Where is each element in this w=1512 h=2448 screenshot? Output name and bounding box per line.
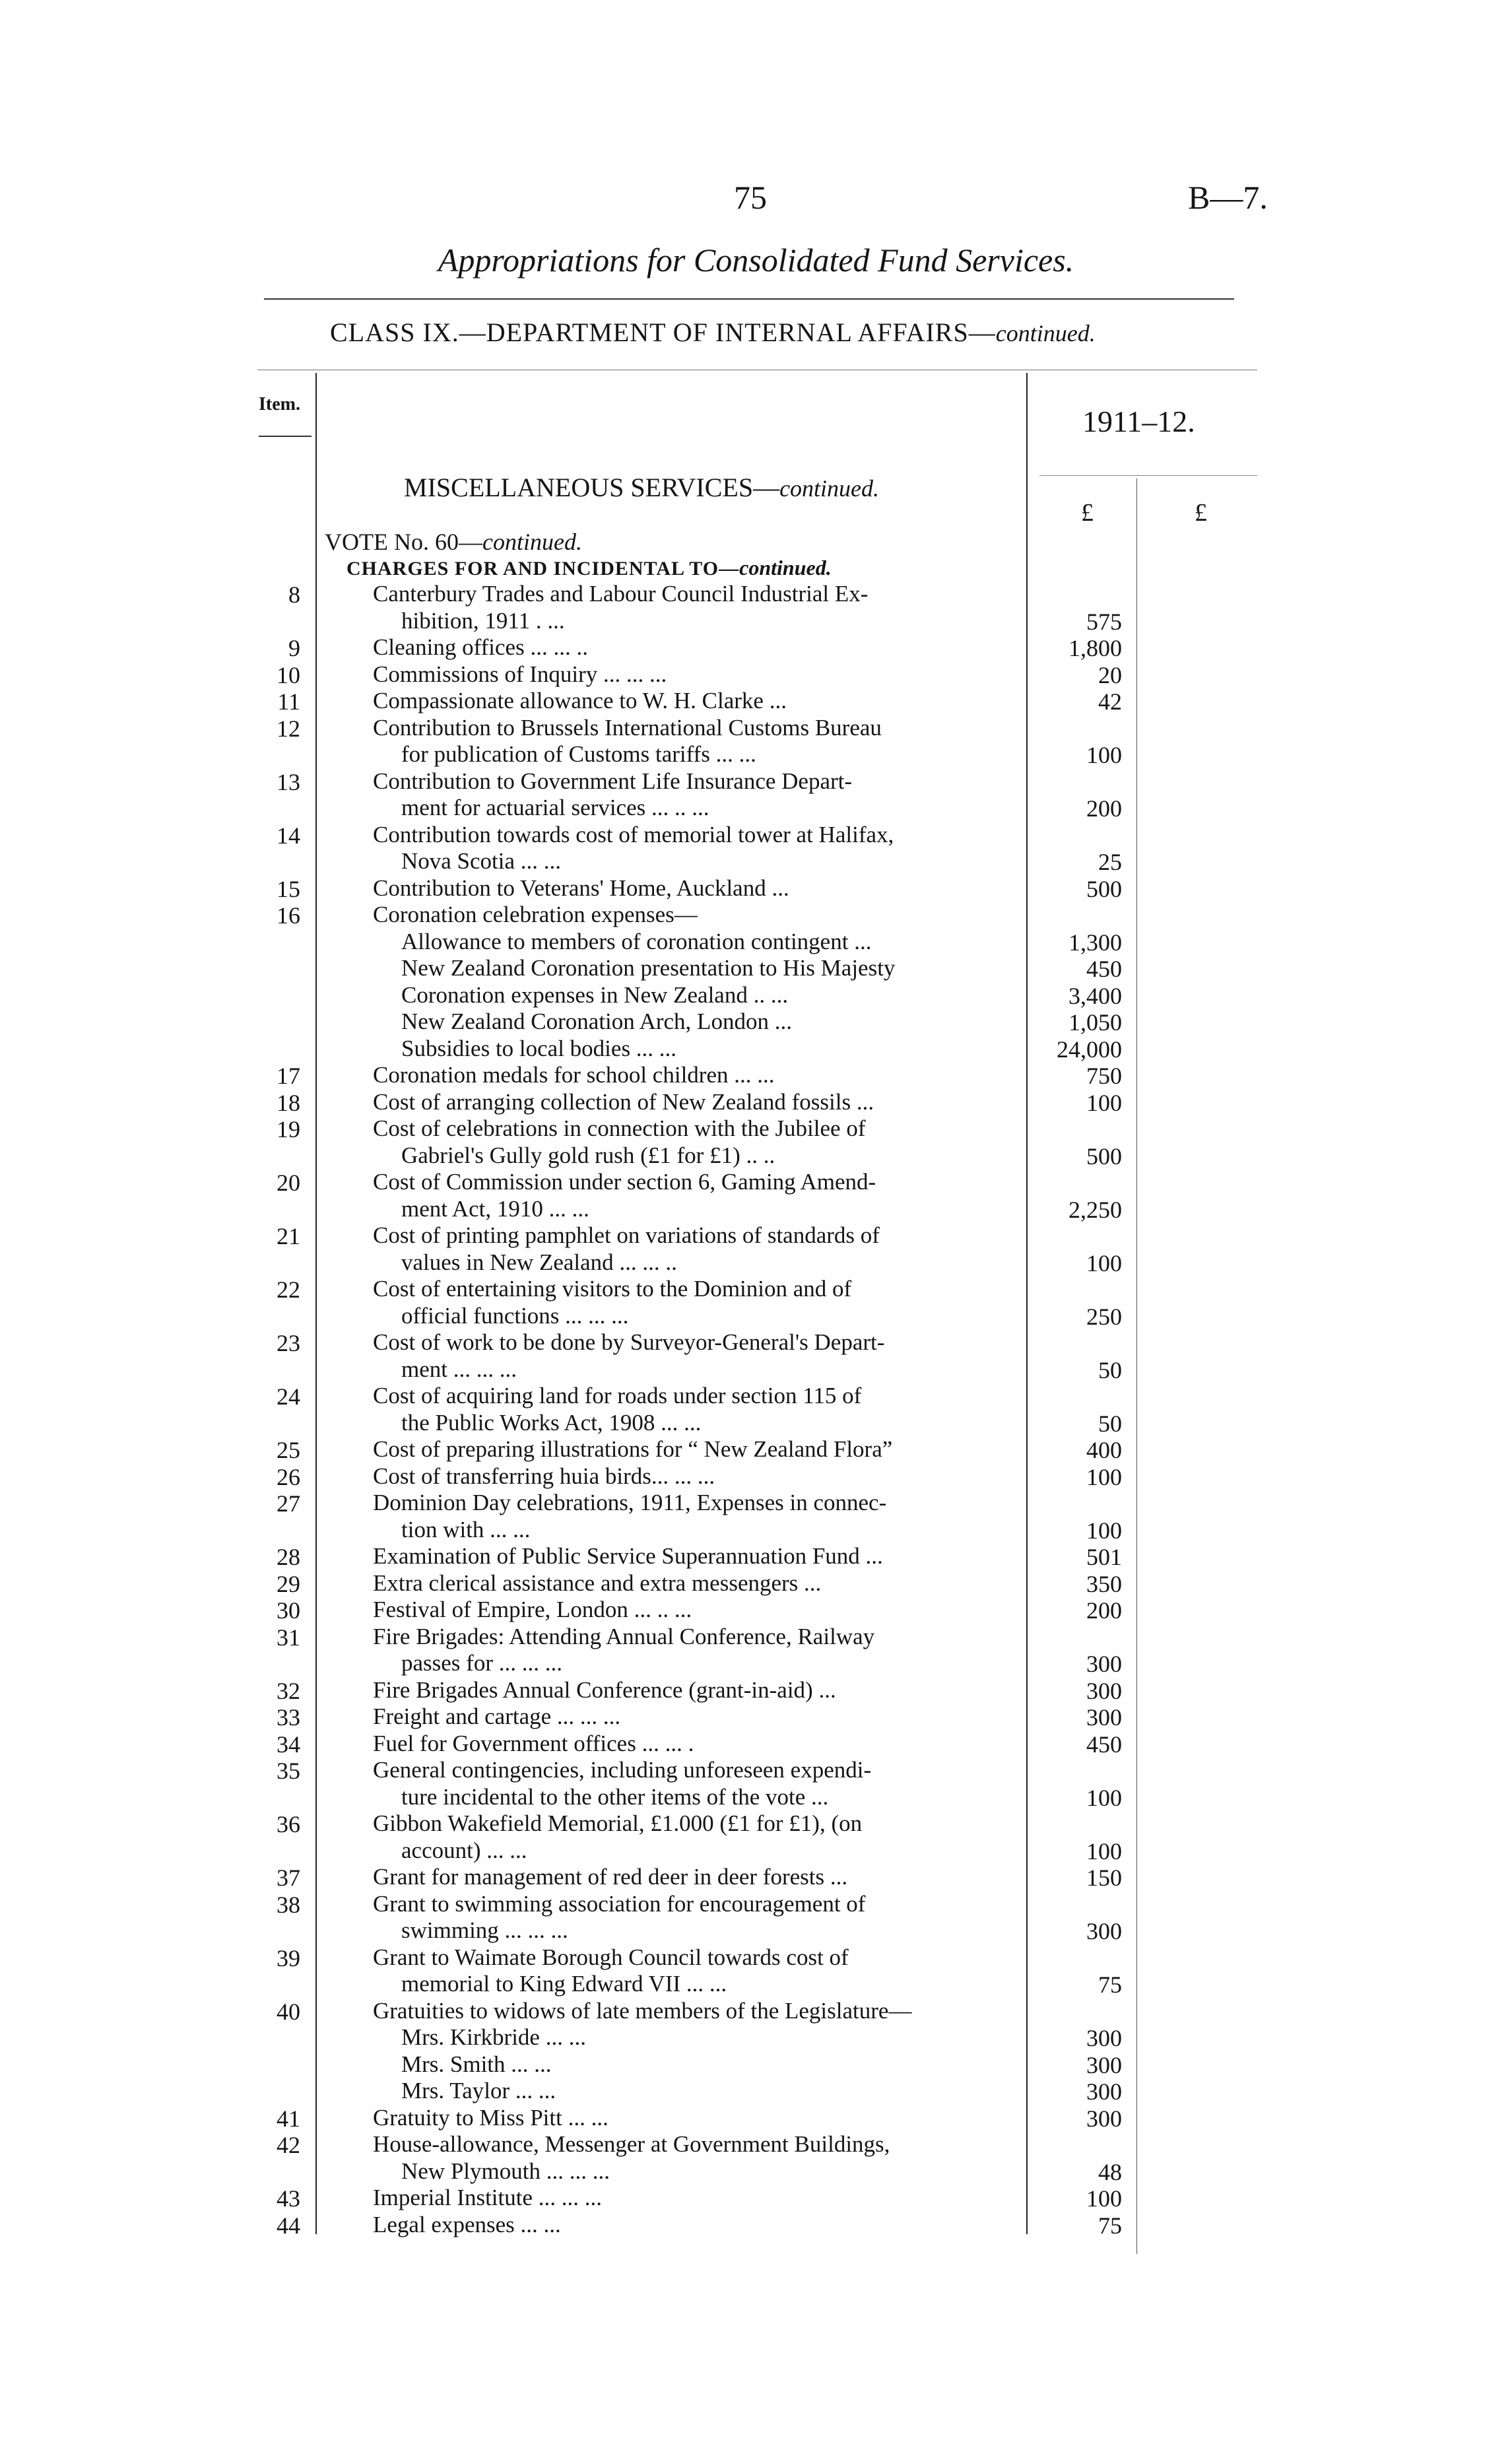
item-description: Canterbury Trades and Labour Council Industrial Ex-	[373, 581, 869, 607]
item-description: Cost of transferring huia birds... ... ...	[373, 1463, 715, 1489]
item-description: Freight and cartage ... ... ...	[373, 1704, 621, 1729]
item-amount: 50	[1098, 1410, 1122, 1437]
item-description: Cost of celebrations in connection with the Jubilee of	[373, 1115, 866, 1141]
item-amount: 1,300	[1068, 929, 1122, 956]
item-number: 17	[277, 1063, 300, 1089]
item-description: Contribution to Veterans' Home, Auckland ...	[373, 875, 789, 901]
item-number: 23	[277, 1330, 300, 1356]
item-description: Gratuity to Miss Pitt ... ...	[373, 2104, 608, 2131]
item-description: Mrs. Kirkbride ... ...	[401, 2024, 586, 2050]
item-description: Mrs. Smith ... ...	[401, 2051, 552, 2077]
item-description: Cost of printing pamphlet on variations of standards of	[373, 1222, 880, 1248]
item-number: 38	[277, 1891, 300, 1918]
item-description: hibition, 1911 . ...	[401, 607, 565, 634]
item-description: Coronation medals for school children ... ...	[373, 1062, 775, 1088]
item-description: Gratuities to widows of late members of the Legislature—	[373, 1997, 912, 2024]
item-description: values in New Zealand ... ... ..	[401, 1249, 677, 1275]
item-number: 31	[277, 1624, 300, 1651]
year-column-header: 1911–12.	[1082, 405, 1195, 438]
item-amount: 100	[1086, 1089, 1122, 1116]
item-description: Subsidies to local bodies ... ...	[401, 1035, 677, 1061]
item-amount: 500	[1086, 1142, 1122, 1170]
item-description: Gibbon Wakefield Memorial, £1.000 (£1 for £1), (on	[373, 1810, 863, 1836]
item-description: ture incidental to the other items of the vote ...	[401, 1783, 829, 1810]
item-amount: 350	[1086, 1570, 1122, 1597]
item-number: 21	[277, 1223, 300, 1249]
class-heading-main: CLASS IX.—DEPARTMENT OF INTERNAL AFFAIRS—	[330, 317, 996, 347]
item-description: Nova Scotia ... ...	[401, 848, 562, 874]
item-description: Commissions of Inquiry ... ... ...	[373, 661, 667, 687]
item-number: 9	[288, 635, 300, 661]
section-heading-main: MISCELLANEOUS SERVICES—	[404, 473, 780, 502]
item-amount: 300	[1086, 2078, 1122, 2105]
item-description: Grant to Waimate Borough Council towards cost of	[373, 1944, 849, 1970]
item-description: Extra clerical assistance and extra messengers ...	[373, 1570, 822, 1596]
item-description: for publication of Customs tariffs ... ...	[401, 741, 756, 767]
item-column-header: Item.	[259, 394, 300, 414]
item-description: Coronation expenses in New Zealand .. ...	[401, 981, 789, 1008]
item-description: tion with ... ...	[401, 1516, 531, 1542]
item-description: swimming ... ... ...	[401, 1917, 568, 1943]
item-amount: 300	[1086, 1704, 1122, 1731]
item-number: 32	[277, 1677, 300, 1704]
item-amount: 150	[1086, 1865, 1122, 1891]
item-amount: 100	[1086, 2185, 1122, 2212]
item-number: 8	[288, 581, 300, 608]
item-amount: 450	[1086, 956, 1122, 982]
item-description: Cleaning offices ... ... ..	[373, 634, 588, 660]
item-amount: 75	[1098, 1971, 1122, 1998]
page-title: Appropriations for Consolidated Fund Services.	[438, 242, 1074, 279]
item-description: Fuel for Government offices ... ... .	[373, 1730, 694, 1756]
item-amount: 400	[1086, 1437, 1122, 1463]
item-description: Legal expenses ... ...	[373, 2211, 561, 2237]
item-description: Cost of arranging collection of New Zealand fossils ...	[373, 1088, 874, 1115]
item-amount: 450	[1086, 1731, 1122, 1758]
item-number: 42	[277, 2132, 300, 2158]
item-amount: 300	[1086, 2051, 1122, 2078]
item-number: 22	[277, 1276, 300, 1303]
item-amount: 20	[1098, 661, 1122, 688]
item-description: Cost of acquiring land for roads under section 115 of	[373, 1383, 862, 1408]
item-number: 33	[277, 1704, 300, 1731]
item-amount: 50	[1098, 1356, 1122, 1383]
item-amount: 250	[1086, 1303, 1122, 1330]
item-description: Gabriel's Gully gold rush (£1 for £1) .. ..	[401, 1142, 775, 1168]
item-amount: 300	[1086, 1918, 1122, 1944]
item-description: House-allowance, Messenger at Government Buildings,	[373, 2131, 890, 2157]
item-number: 19	[277, 1116, 300, 1142]
item-description: Compassionate allowance to W. H. Clarke ...	[373, 688, 787, 713]
item-number: 25	[277, 1437, 300, 1463]
item-description: the Public Works Act, 1908 ... ...	[401, 1409, 702, 1436]
item-number: 41	[277, 2105, 300, 2132]
item-number: 15	[277, 875, 300, 902]
item-amount: 1,050	[1068, 1009, 1122, 1036]
charges-heading-main: CHARGES FOR AND INCIDENTAL TO—	[346, 558, 740, 579]
item-amount: 575	[1086, 608, 1122, 635]
item-number: 18	[277, 1089, 300, 1116]
item-amount: 1,800	[1068, 635, 1122, 661]
item-description: Grant for management of red deer in deer forests ...	[373, 1864, 848, 1890]
class-heading-continued: continued.	[995, 320, 1096, 347]
item-number: 26	[277, 1463, 300, 1490]
item-amount: 2,250	[1068, 1196, 1122, 1223]
section-heading-continued: continued.	[779, 475, 880, 502]
item-number: 20	[277, 1170, 300, 1196]
item-description: Imperial Institute ... ... ...	[373, 2185, 603, 2210]
item-number: 44	[277, 2212, 300, 2239]
item-number: 14	[277, 822, 300, 849]
item-description: Examination of Public Service Superannuation Fund ...	[373, 1543, 883, 1569]
item-amount: 100	[1086, 1249, 1122, 1276]
item-amount: 24,000	[1057, 1036, 1122, 1063]
item-description: ment Act, 1910 ... ...	[401, 1195, 589, 1222]
item-description: official functions ... ... ...	[401, 1302, 629, 1329]
item-amount: 300	[1086, 1677, 1122, 1704]
item-description: General contingencies, including unforeseen expendi-	[373, 1757, 872, 1783]
pound-symbol-detail: £	[1081, 499, 1094, 527]
item-number: 12	[277, 715, 300, 742]
item-description: Cost of work to be done by Surveyor-General's Depart-	[373, 1329, 885, 1355]
item-number: 35	[277, 1758, 300, 1784]
item-amount: 200	[1086, 795, 1122, 822]
item-description: Fire Brigades: Attending Annual Conference, Railway	[373, 1623, 875, 1649]
item-amount: 501	[1086, 1544, 1122, 1570]
item-number: 28	[277, 1544, 300, 1570]
item-number: 10	[277, 661, 300, 688]
item-description: Allowance to members of coronation contingent ...	[401, 928, 872, 954]
item-number: 36	[277, 1811, 300, 1837]
charges-heading-continued: continued.	[739, 556, 832, 579]
item-description: Dominion Day celebrations, 1911, Expenses in connec-	[373, 1490, 887, 1515]
item-number: 43	[277, 2185, 300, 2212]
item-description: Contribution to Brussels International Customs Bureau	[373, 714, 882, 741]
item-number: 30	[277, 1597, 300, 1624]
item-amount: 48	[1098, 2158, 1122, 2185]
item-description: Cost of preparing illustrations for “ New Zealand Flora”	[373, 1436, 893, 1462]
item-amount: 100	[1086, 1784, 1122, 1811]
vote-heading-continued: continued.	[482, 529, 582, 555]
item-description: passes for ... ... ...	[401, 1650, 562, 1676]
pound-symbol-total: £	[1195, 499, 1207, 527]
item-description: New Zealand Coronation Arch, London ...	[401, 1009, 792, 1034]
item-description: account) ... ...	[401, 1837, 527, 1863]
item-amount: 100	[1086, 1463, 1122, 1490]
item-amount: 25	[1098, 849, 1122, 875]
item-description: Coronation celebration expenses—	[373, 902, 698, 927]
vote-heading-main: VOTE No. 60—	[325, 529, 482, 555]
item-description: ment ... ... ...	[401, 1356, 517, 1382]
item-number: 40	[277, 1998, 300, 2025]
item-amount: 500	[1086, 875, 1122, 902]
item-number: 27	[277, 1490, 300, 1517]
item-description: Mrs. Taylor ... ...	[401, 2078, 556, 2103]
item-amount: 200	[1086, 1597, 1122, 1624]
item-amount: 100	[1086, 1517, 1122, 1544]
item-amount: 300	[1086, 2025, 1122, 2051]
item-description: Contribution to Government Life Insurance Depart-	[373, 768, 853, 794]
item-description: Festival of Empire, London ... .. ...	[373, 1597, 692, 1622]
item-description: New Plymouth ... ... ...	[401, 2158, 610, 2184]
item-number: 11	[277, 688, 300, 715]
item-number: 39	[277, 1944, 300, 1971]
item-amount: 42	[1098, 688, 1122, 715]
item-amount: 300	[1086, 1651, 1122, 1677]
item-number: 34	[277, 1731, 300, 1758]
item-amount: 750	[1086, 1063, 1122, 1089]
item-number: 16	[277, 902, 300, 929]
item-description: Grant to swimming association for encouragement of	[373, 1890, 866, 1917]
item-number: 29	[277, 1570, 300, 1597]
item-amount: 100	[1086, 742, 1122, 768]
item-amount: 100	[1086, 1837, 1122, 1865]
item-amount: 3,400	[1068, 982, 1122, 1009]
item-description: Fire Brigades Annual Conference (grant-in-aid) ...	[373, 1676, 836, 1703]
item-description: Cost of entertaining visitors to the Dominion and of	[373, 1276, 852, 1302]
page-reference: B—7.	[1188, 179, 1268, 216]
item-number: 13	[277, 768, 300, 795]
item-description: New Zealand Coronation presentation to His Majesty	[401, 955, 896, 981]
page-number: 75	[734, 179, 767, 216]
item-number: 37	[277, 1865, 300, 1891]
item-description: memorial to King Edward VII ... ...	[401, 1971, 727, 1997]
item-description: Cost of Commission under section 6, Gaming Amend-	[373, 1169, 876, 1195]
item-amount: 75	[1098, 2212, 1122, 2239]
item-description: Contribution towards cost of memorial tower at Halifax,	[373, 821, 894, 847]
item-number: 24	[277, 1383, 300, 1410]
item-description: ment for actuarial services ... .. ...	[401, 795, 709, 820]
item-amount: 300	[1086, 2105, 1122, 2132]
